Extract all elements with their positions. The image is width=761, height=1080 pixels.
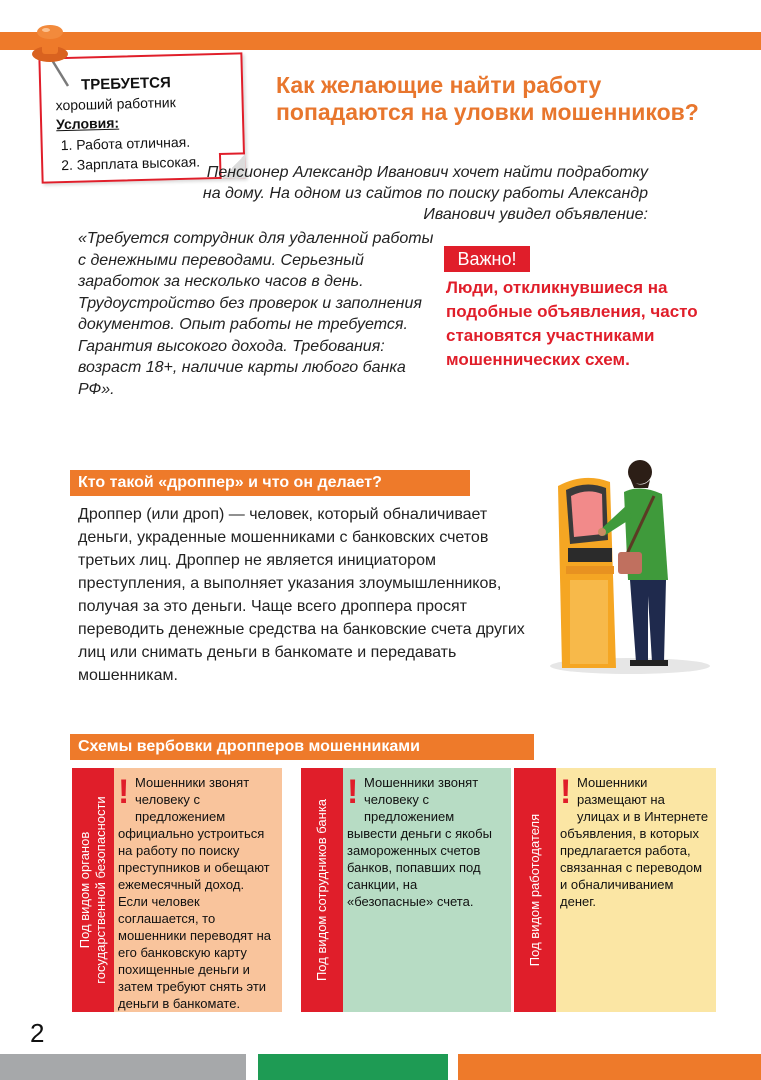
intro-text: Пенсионер Александр Иванович хочет найти подработку на дому. На одном из сайтов по поиску работы Александр Иванович увидел объявление: [202,164,648,223]
ad-subheading: хороший работник [55,94,176,114]
ad-quote: «Требуется сотрудник для удаленной работы с денежными переводами. Серьезный заработок за несколько часов в день. Трудоустройство без проверок и заполнения документов. Опыт работы не требуется. Гарантия высокого дохода. Требования: возраст 18+, наличие карты любого банка РФ». [78,230,434,398]
scheme-card [72,768,282,1012]
ad-condition-item: 1. Работа отличная. [60,133,191,154]
schemes-heading: Схемы вербовки дропперов мошенниками [70,734,534,760]
scheme-card-band [514,768,556,1012]
exclamation-icon: ! [560,773,572,811]
bottom-bar-green [258,1054,448,1080]
scheme-card-band-label: Под видом работодателя [527,813,542,967]
scheme-card-text: ! Мошенники звонят человеку с предложением вывести деньги с якобы замороженных счетов банков, попавших под санкции, на «безопасные» счета. [347,773,492,909]
dropper-body: Дроппер (или дроп) — человек, который обналичивает деньги, украденные мошенниками с банковских счетов третьих лиц. Дроппер не является инициатором преступления, а выполняет указания злоумышленников, получая за это деньги. Чаще всего дроппера просят переводить денежные средства на банковские счета других лиц или снимать деньги в банкомате и передавать мошенникам. [78,506,525,684]
bottom-bar-orange [458,1054,761,1080]
scheme-card [301,768,511,1012]
scheme-card [514,768,716,1012]
ad-heading: ТРЕБУЕТСЯ [80,74,172,94]
scheme-card-band-label: Под видом сотрудников банка [314,798,329,982]
exclamation-icon: ! [347,773,359,811]
scheme-card-band [72,768,114,1012]
scheme-card-text: ! Мошенники звонят человеку с предложением официально устроиться на работу по поиску преступников и обещают ежемесячный доход. Если человек соглашается, то мошенники переводят на его банковскую карту похищенные деньги и затем требуют снять эти деньги в банкомате. [118,773,272,1011]
ad-conditions-label: Условия: [55,114,120,133]
ad-condition-item: 2. Зарплата высокая. [60,153,201,174]
bottom-bar-gray [0,1054,246,1080]
page-title: Как желающие найти работу попадаются на уловки мошенников? [276,72,699,125]
push-pin-icon [28,20,80,90]
scheme-card-band-label: Под видом органов государственной безопасности [77,796,108,984]
top-stripe [0,32,761,50]
important-badge: Важно! [444,246,530,272]
scheme-card-band [301,768,343,1012]
exclamation-icon: ! [118,773,130,811]
important-text: Люди, откликнувшиеся на подобные объявления, часто становятся участниками мошеннических схем. [446,278,698,369]
atm-person-illustration [544,456,710,678]
scheme-card-text: ! Мошенники размещают на улицах и в Интернете объявления, в которых предлагается работа, связанная с переводом и обналичиванием денег. [560,773,709,909]
ad-conditions-list [60,132,200,176]
dropper-heading: Кто такой «дроппер» и что он делает? [70,470,470,496]
page-number: 2 [30,1018,45,1048]
